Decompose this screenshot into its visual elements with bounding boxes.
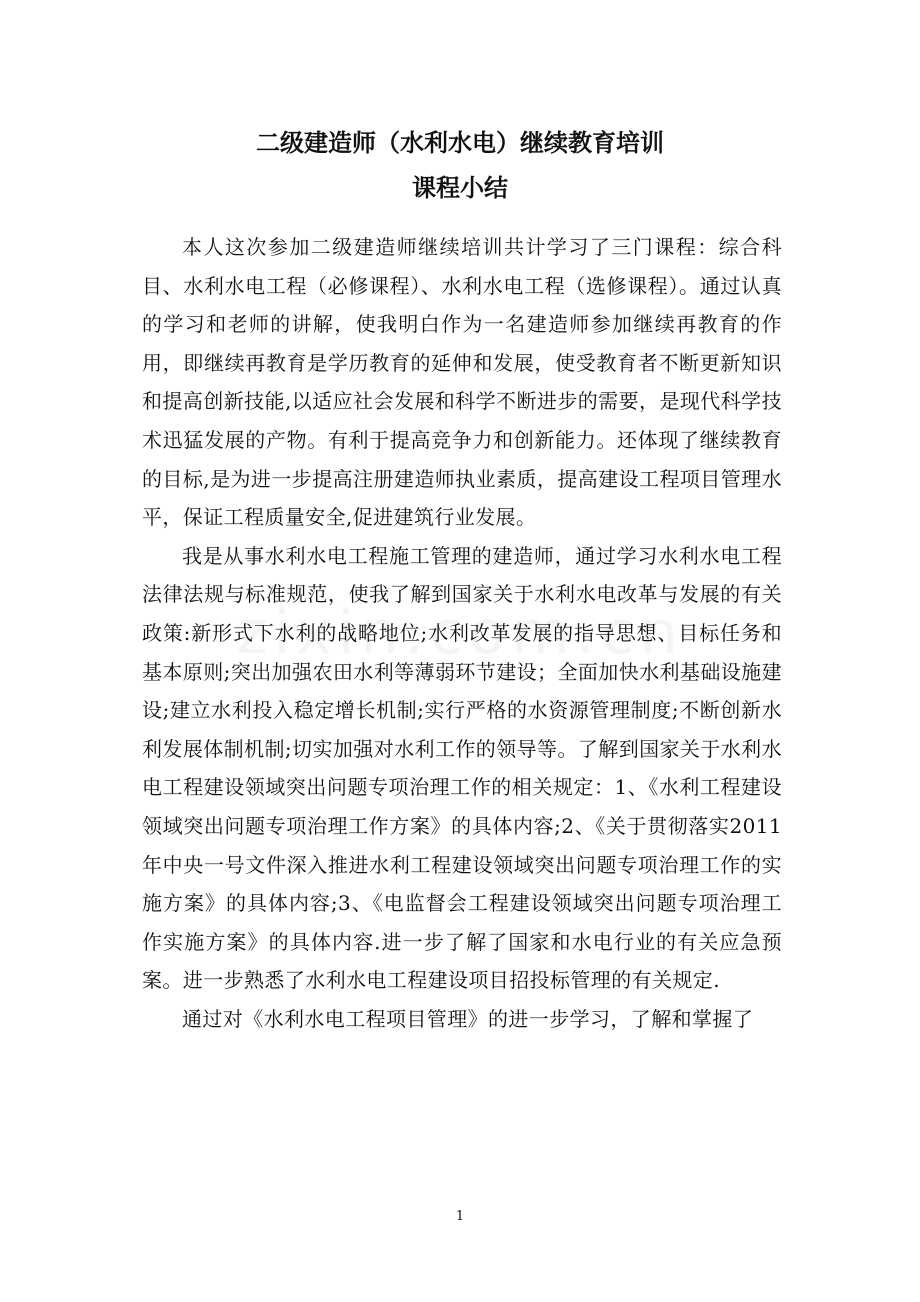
document-subtitle: 课程小结 xyxy=(412,174,508,202)
paragraph: 通过对《水利水电工程项目管理》的进一步学习，了解和掌握了 xyxy=(182,1006,754,1031)
paragraph: 我是从事水利水电工程施工管理的建造师，通过学习水利水电工程法律法规与标准规范，使我了解到国家关于水利水电改革与发展的有关政策:新形式下水利的战略地位;水利改革发展的指导思想、目标任务和基本原则;突出加强农田水利等薄弱环节建设；全面加快水利基础设施建设;建立水利投入稳定增长机制;实行严格的水资源管理制度;不断创新水利发展体制机制;切实加强对水利工作的领导等。了解到国家关于水利水电工程建设领域突出问题专项治理工作的相关规定：1、《水利工程建设领域突出问题专项治理工作方案》的具体内容;2、《关于贯彻落实2011年中央一号文件深入推进水利工程建设领域突出问题专项治理工作的实施方案》的具体内容;3、《电监督会工程建设领域突出问题专项治理工作实施方案》的具体内容.进一步了解了国家和水电行业的有关应急预案。进一步熟悉了水利水电工程建设项目招投标管理的有关规定. xyxy=(142,543,782,993)
document-title: 二级建造师（水利水电）继续教育培训 xyxy=(256,129,664,157)
document-body xyxy=(142,228,782,1038)
page-number: 1 xyxy=(455,1209,465,1224)
paragraph: 本人这次参加二级建造师继续培训共计学习了三门课程：综合科目、水利水电工程（必修课程）、水利水电工程（选修课程）。通过认真的学习和老师的讲解，使我明白作为一名建造师参加继续再教育的作用，即继续再教育是学历教育的延伸和发展，使受教育者不断更新知识和提高创新技能,以适应社会发展和科学不断进步的需要，是现代科学技术迅猛发展的产物。有利于提高竞争力和创新能力。还体现了继续教育的目标,是为进一步提高注册建造师执业素质，提高建设工程项目管理水平，保证工程质量安全,促进建筑行业发展。 xyxy=(142,235,782,530)
